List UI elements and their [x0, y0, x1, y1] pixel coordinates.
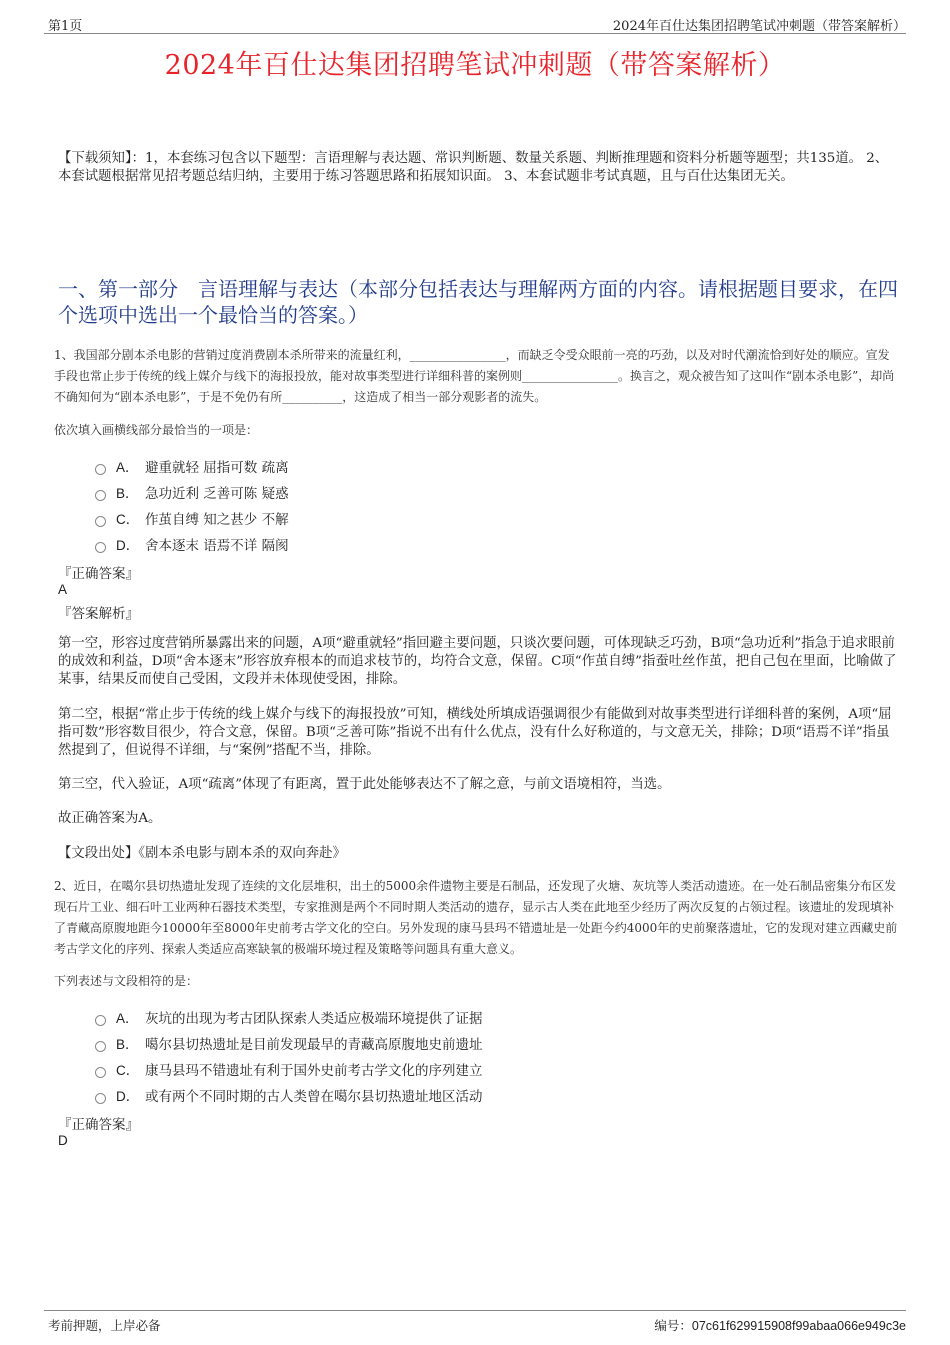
q1-answer: A: [58, 582, 68, 597]
download-notice: 【下载须知】：1，本套练习包含以下题型：言语理解与表达题、常识判断题、数量关系题、判断推理题和资料分析题等题型；共135道。 2、本套试题根据常见招考题总结归纳，主要用于练习答题思路和拓展知识面。 3、本套试题非考试真题，且与百仕达集团无关。: [58, 151, 889, 184]
q1-analysis-label: 『答案解析』: [58, 606, 139, 622]
q1-options: [95, 453, 289, 557]
page-title: 2024年百仕达集团招聘笔试冲刺题（带答案解析）: [164, 50, 786, 81]
q2-answer-label: 『正确答案』: [58, 1117, 139, 1133]
q1-analysis-2: 第二空，根据“常止步于传统的线上媒介与线下的海报投放”可知，横线处所填成语强调很少有能做到对故事类型进行详细科普的案例，A项“屈指可数”形容数目很少，符合文意，保留。B项“乏善可陈”指说不出有什么优点，没有什么好称道的，与文意无关，排除；D项“语焉不详”指虽然提到了，但说得不详细，与“案例”搭配不当，排除。: [58, 707, 892, 758]
q1-analysis-3: 第三空，代入验证，A项“疏离”体现了有距离，置于此处能够表达不了解之意，与前文语境相符，当选。: [58, 777, 671, 792]
option-letter: A．: [116, 1011, 139, 1026]
option-letter: B．: [116, 1037, 139, 1052]
q1-answer-label: 『正确答案』: [58, 566, 139, 582]
option-letter: D．: [116, 1089, 140, 1104]
radio-icon[interactable]: [95, 542, 106, 553]
option-letter: C．: [116, 1063, 140, 1078]
option-letter: B．: [116, 486, 139, 501]
q2-option-a[interactable]: [95, 1004, 483, 1030]
radio-icon[interactable]: [95, 1093, 106, 1104]
option-text: 噶尔县切热遗址是目前发现最早的青藏高原腹地史前遗址: [145, 1037, 483, 1053]
section-heading: 一、第一部分 言语理解与表达（本部分包括表达与理解两方面的内容。请根据题目要求，在四个选项中选出一个最恰当的答案。）: [58, 277, 898, 327]
q2-stem: 2、近日，在噶尔县切热遗址发现了连续的文化层堆积，出土的5000余件遗物主要是石制品，还发现了火塘、灰坑等人类活动遗迹。在一处石制品密集分布区发现石片工业、细石叶工业两种石器技术类型，专家推测是两个不同时期人类活动的遗存，显示古人类在此地至少经历了两次反复的占领过程。该遗址的发现填补了青藏高原腹地距今10000年至8000年史前考古学文化的空白。另外发现的康马县玛不错遗址是一处距今约4000年的史前聚落遗址，它的发现对建立西藏史前考古学文化的序列、探索人类适应高寒缺氧的极端环境过程及策略等问题具有重大意义。: [54, 879, 898, 956]
q2-option-b[interactable]: [95, 1030, 483, 1056]
option-text: 或有两个不同时期的古人类曾在噶尔县切热遗址地区活动: [145, 1089, 483, 1105]
option-letter: A．: [116, 460, 139, 475]
q1-analysis-4: 故正确答案为A。: [58, 811, 162, 826]
option-text: 作茧自缚 知之甚少 不解: [145, 512, 289, 528]
footer-code: [654, 1316, 906, 1334]
footer-code-label: 编号：: [654, 1318, 692, 1333]
q2-options: [95, 1004, 483, 1108]
footer-divider: [44, 1310, 906, 1311]
q1-source: 【文段出处】《剧本杀电影与剧本杀的双向奔赴》: [58, 846, 346, 861]
option-letter: D．: [116, 538, 140, 553]
header-doc-title: 2024年百仕达集团招聘笔试冲刺题（带答案解析）: [612, 19, 906, 34]
radio-icon[interactable]: [95, 1067, 106, 1078]
q2-option-d[interactable]: [95, 1082, 483, 1108]
page-number: 第1页: [48, 19, 83, 34]
option-text: 舍本逐末 语焉不详 隔阂: [145, 538, 289, 554]
radio-icon[interactable]: [95, 1041, 106, 1052]
q2-option-c[interactable]: [95, 1056, 483, 1082]
q1-option-c[interactable]: [95, 505, 289, 531]
footer-slogan: 考前押题，上岸必备: [48, 1318, 161, 1333]
header-divider: [44, 33, 906, 34]
option-letter: C．: [116, 512, 140, 527]
option-text: 急功近利 乏善可陈 疑惑: [145, 486, 289, 502]
q1-analysis-1: 第一空，形容过度营销所暴露出来的问题，A项“避重就轻”指回避主要问题，只谈次要问题，可体现缺乏巧劲，B项“急功近利”指急于追求眼前的成效和利益，D项“舍本逐末”形容放弃根本的而追求枝节的，均符合文意，保留。C项“作茧自缚”指蚕吐丝作茧，把自己包在里面，比喻做了某事，结果反而使自己受困，文段并未体现使受困，排除。: [58, 636, 897, 687]
footer-code-value: 07c61f629915908f99abaa066e949c3e: [691, 1319, 906, 1333]
q2-prompt: 下列表述与文段相符的是：: [54, 974, 199, 988]
radio-icon[interactable]: [95, 464, 106, 475]
q1-option-b[interactable]: [95, 479, 289, 505]
radio-icon[interactable]: [95, 516, 106, 527]
option-text: 避重就轻 屈指可数 疏离: [145, 460, 289, 476]
q1-option-d[interactable]: [95, 531, 289, 557]
q2-answer: D: [58, 1133, 68, 1148]
q1-option-a[interactable]: [95, 453, 289, 479]
radio-icon[interactable]: [95, 1015, 106, 1026]
q1-stem: 1、我国部分剧本杀电影的营销过度消费剧本杀所带来的流量红利，________________，而缺乏令受众眼前一亮的巧劲，以及对时代潮流恰到好处的顺应。宣发手段也常止步于传统的线上媒介与线下的海报投放，能对故事类型进行详细科普的案例则________________。换言之，观众被告知了这叫作“剧本杀电影”，却尚不确知何为“剧本杀电影”，于是不免仍有所__________，这造成了相当一部分观影者的流失。: [54, 348, 895, 404]
option-text: 康马县玛不错遗址有利于国外史前考古学文化的序列建立: [145, 1063, 483, 1079]
q1-prompt: 依次填入画横线部分最恰当的一项是：: [54, 423, 259, 437]
radio-icon[interactable]: [95, 490, 106, 501]
option-text: 灰坑的出现为考古团队探索人类适应极端环境提供了证据: [145, 1011, 483, 1027]
